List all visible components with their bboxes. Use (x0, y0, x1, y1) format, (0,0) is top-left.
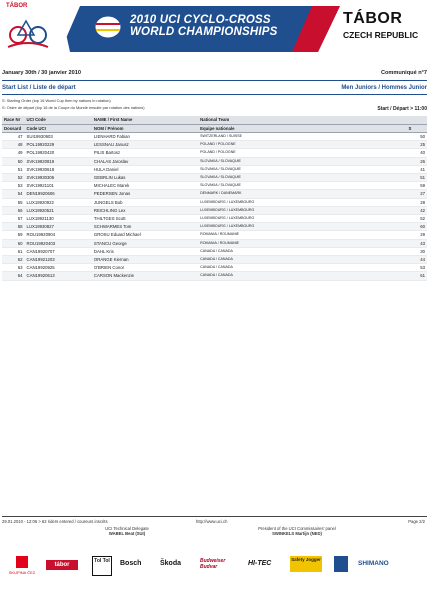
table-row (2, 198, 427, 206)
president-block (232, 526, 362, 536)
bosch-logo: Bosch (120, 560, 142, 567)
col-equipe: Equipe nationale (198, 124, 406, 133)
rider-name-cell: REICHLING Lex (92, 206, 198, 214)
title-row (2, 85, 427, 91)
start-order-cell: 28 (407, 198, 427, 206)
list-title: Start List / Liste de départ (2, 85, 76, 91)
start-order-cell: 60 (407, 223, 427, 231)
rider-name-cell: PILIS Bartosz (92, 149, 198, 157)
table-row (2, 264, 427, 272)
team-cell: LUXEMBOURG / LUXEMBOURG (198, 206, 406, 214)
rider-name-cell: O'BRIEN Conor (92, 264, 198, 272)
uci-code-cell: ROU19920403 (24, 239, 91, 247)
rider-name-cell: HULA Daniel (92, 165, 198, 173)
uci-code-cell: CAN19920707 (24, 247, 91, 255)
start-order-cell: 53 (407, 264, 427, 272)
table-row (2, 206, 427, 214)
table-row (2, 149, 427, 157)
start-time: Start / Départ > 11:00 (377, 106, 427, 112)
uci-code-cell: DEN19920606 (24, 190, 91, 198)
start-order-cell: 30 (407, 247, 427, 255)
race-nr-cell: 49 (2, 149, 24, 157)
col-s: S (407, 124, 427, 133)
rider-name-cell: PEDERSEN Jonas (92, 190, 198, 198)
communique-number: Communiqué n°7 (380, 70, 427, 76)
uci-code-cell: SVK19930618 (24, 165, 91, 173)
uci-code-cell: CAN19921203 (24, 256, 91, 264)
start-order-cell: 29 (407, 231, 427, 239)
race-nr-cell: 51 (2, 165, 24, 173)
table-row (2, 157, 427, 165)
uci-code-cell: SUI19930903 (24, 133, 91, 141)
start-order-cell: 44 (407, 256, 427, 264)
event-date: January 30th / 30 janvier 2010 (2, 70, 81, 76)
start-order-cell: 41 (407, 165, 427, 173)
col-name: NAME / First Name (92, 116, 198, 124)
team-cell: SLOVAKIA / SLOVAQUIE (198, 165, 406, 173)
rider-name-cell: JUNGELS Bob (92, 198, 198, 206)
rider-name-cell: ORANGE Kiernan (92, 256, 198, 264)
sponsor-strip (0, 552, 429, 588)
rider-name-cell: MICHALEC Marek (92, 182, 198, 190)
rider-name-cell: DAHL Kris (92, 247, 198, 255)
uci-code-cell: CAN19920925 (24, 264, 91, 272)
event-title-line-2: WORLD CHAMPIONSHIPS (130, 26, 278, 38)
tabor-logo-text: TÁBOR (6, 3, 28, 9)
col-blank (407, 116, 427, 124)
team-cell: LUXEMBOURG / LUXEMBOURG (198, 198, 406, 206)
entries-info: 29.01.2010 - 12:06 > 62 riders entered / coureurs inscrits (2, 519, 108, 524)
table-row (2, 182, 427, 190)
rider-name-cell: SCHWARMES Tom (92, 223, 198, 231)
uci-code-cell: SVK19930306 (24, 174, 91, 182)
race-nr-cell: 56 (2, 206, 24, 214)
divider (2, 80, 427, 81)
sponsor-emblem (334, 556, 348, 572)
table-row (2, 141, 427, 149)
rider-name-cell: THILTGES Scott (92, 215, 198, 223)
uci-code-cell: SVK19921101 (24, 182, 91, 190)
race-nr-cell: 60 (2, 239, 24, 247)
uci-code-cell: CAN19920613 (24, 272, 91, 280)
race-nr-cell: 64 (2, 272, 24, 280)
date-row (2, 70, 427, 76)
table-row (2, 190, 427, 198)
delegate-name: WABEL Beat (SUI) (108, 531, 146, 536)
table-row (2, 231, 427, 239)
col-race-nr: Race Nr (2, 116, 24, 124)
team-cell: POLAND / POLOGNE (198, 149, 406, 157)
race-nr-cell: 61 (2, 247, 24, 255)
start-order-cell: 52 (407, 215, 427, 223)
team-cell: DENMARK / DANEMARK (198, 190, 406, 198)
team-cell: SLOVAKIA / SLOVAQUIE (198, 157, 406, 165)
team-cell: LUXEMBOURG / LUXEMBOURG (198, 215, 406, 223)
rider-name-cell: LIENHARD Fabian (92, 133, 198, 141)
race-nr-cell: 50 (2, 157, 24, 165)
uci-code-cell: POL19920420 (24, 149, 91, 157)
race-nr-cell: 53 (2, 182, 24, 190)
starting-order-notes (2, 97, 427, 111)
president-label: President of the UCI Commissaires' panel (258, 526, 336, 531)
divider (2, 94, 427, 95)
delegate-block (82, 526, 172, 536)
race-nr-cell: 54 (2, 190, 24, 198)
country-name: CZECH REPUBLIC (343, 30, 419, 40)
tabor-2010-logo (4, 3, 52, 53)
table-row (2, 272, 427, 280)
tabor-sponsor-logo: tábor (46, 560, 78, 570)
start-order-cell: 43 (407, 239, 427, 247)
uci-code-cell: ROU19920904 (24, 231, 91, 239)
table-row (2, 239, 427, 247)
shimano-logo: SHIMANO (358, 560, 389, 567)
team-cell: POLAND / POLOGNE (198, 141, 406, 149)
start-order-cell: 42 (407, 206, 427, 214)
table-row (2, 256, 427, 264)
start-order-cell: 50 (407, 133, 427, 141)
team-cell: ROMANIA / ROUMANIE (198, 231, 406, 239)
start-order-cell: 40 (407, 149, 427, 157)
table-header-row-fr (2, 124, 427, 133)
rider-name-cell: CHALAS Jaroslav (92, 157, 198, 165)
table-row (2, 133, 427, 141)
race-nr-cell: 59 (2, 231, 24, 239)
race-nr-cell: 62 (2, 256, 24, 264)
table-header-row (2, 116, 427, 124)
rider-name-cell: LESSNAU Janusz (92, 141, 198, 149)
col-uci-code: UCI Code (24, 116, 91, 124)
start-list-table (2, 116, 427, 281)
uci-url[interactable]: http://www.uci.ch (196, 519, 228, 524)
hitec-logo: HI-TEC (248, 560, 272, 567)
start-order-cell: 59 (407, 182, 427, 190)
category-label: Men Juniors / Hommes Junior (341, 85, 427, 91)
table-row (2, 247, 427, 255)
col-code-uci: Code UCI (24, 124, 91, 133)
uci-code-cell: LUX19921130 (24, 215, 91, 223)
cez-logo (8, 554, 36, 576)
event-title (118, 14, 288, 38)
race-nr-cell: 48 (2, 141, 24, 149)
team-cell: LUXEMBOURG / LUXEMBOURG (198, 223, 406, 231)
skoda-logo: Škoda (160, 560, 182, 567)
team-cell: ROMANIA / ROUMANIE (198, 239, 406, 247)
team-cell: SLOVAKIA / SLOVAQUIE (198, 182, 406, 190)
team-cell: CANADA / CANADA (198, 272, 406, 280)
rider-name-cell: GEBRLIN Lukas (92, 174, 198, 182)
race-nr-cell: 57 (2, 215, 24, 223)
race-nr-cell: 47 (2, 133, 24, 141)
uci-code-cell: LUX19920922 (24, 198, 91, 206)
team-cell: CANADA / CANADA (198, 264, 406, 272)
table-row (2, 174, 427, 182)
table-body (2, 133, 427, 281)
note-english: S: Starting Order (top 16 World Cup then by nations in rotation) (2, 98, 111, 103)
race-nr-cell: 55 (2, 198, 24, 206)
team-cell: CANADA / CANADA (198, 256, 406, 264)
uci-code-cell: SVK19920819 (24, 157, 91, 165)
svg-text:SKUPINA ČEZ: SKUPINA ČEZ (8, 570, 36, 575)
start-order-cell: 61 (407, 272, 427, 280)
rider-name-cell: CARSON Mackenzie (92, 272, 198, 280)
race-nr-cell: 52 (2, 174, 24, 182)
start-order-cell: 51 (407, 174, 427, 182)
event-title-line-1: 2010 UCI CYCLO-CROSS (130, 14, 271, 26)
start-order-cell: 26 (407, 157, 427, 165)
uci-code-cell: LUX19920521 (24, 206, 91, 214)
team-cell: SLOVAKIA / SLOVAQUIE (198, 174, 406, 182)
col-nom: NOM / Prénom (92, 124, 198, 133)
footer-divider (2, 516, 427, 517)
delegate-label: UCI Technical Delegate (105, 526, 149, 531)
col-dossard: Dossard (2, 124, 24, 133)
table-row (2, 223, 427, 231)
team-cell: SWITZERLAND / SUISSE (198, 133, 406, 141)
uci-code-cell: POL19920229 (24, 141, 91, 149)
safety-jogger-logo: Safety Jogger (290, 556, 322, 572)
race-nr-cell: 63 (2, 264, 24, 272)
uci-code-cell: LUX19930827 (24, 223, 91, 231)
note-french: S: Ordre de départ (top 16 de la Coupe du Monde ensuite par rotation des nations) (2, 105, 145, 110)
president-name: SWINKELS Martijn (NED) (272, 531, 322, 536)
rider-name-cell: STANCU George (92, 239, 198, 247)
toitoi-logo: ToI ToI (92, 556, 112, 576)
start-order-cell: 25 (407, 141, 427, 149)
city-name: TÁBOR (343, 10, 403, 27)
budvar-logo: Budweiser Budvar (200, 558, 226, 570)
race-nr-cell: 58 (2, 223, 24, 231)
team-cell: CANADA / CANADA (198, 247, 406, 255)
page-number: Page 2/2 (408, 519, 425, 524)
table-row (2, 215, 427, 223)
rider-name-cell: GROSU Eduard Michael (92, 231, 198, 239)
col-team: National Team (198, 116, 406, 124)
table-row (2, 165, 427, 173)
start-order-cell: 27 (407, 190, 427, 198)
